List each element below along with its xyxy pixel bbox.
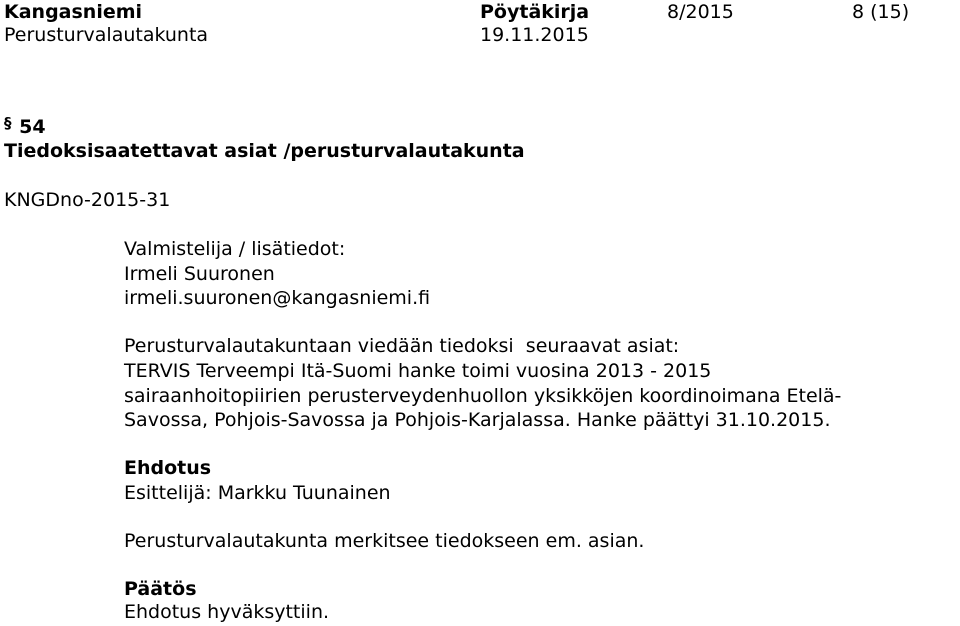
preparer-email: irmeli.suuronen@kangasniemi.fi (124, 287, 431, 309)
section-number-line (4, 115, 46, 141)
body-line: sairaanhoitopiirien perusterveydenhuollon yksikköjen koordinoimana Etelä- (124, 385, 842, 407)
meeting-date: 19.11.2015 (480, 24, 589, 46)
organization-name: Kangasniemi (4, 1, 143, 23)
issue-number: 8/2015 (667, 1, 734, 23)
presenter: Esittelijä: Markku Tuunainen (124, 482, 391, 504)
section-title: Tiedoksisaatettavat asiat /perusturvalautakunta (4, 140, 525, 162)
section-symbol: § (4, 114, 12, 132)
decision-text: Ehdotus hyväksyttiin. (124, 601, 330, 623)
section-number: 54 (19, 116, 46, 138)
document-type: Pöytäkirja (480, 1, 590, 23)
body-line: Perusturvalautakuntaan viedään tiedoksi seuraavat asiat: (124, 335, 680, 357)
preparer-name: Irmeli Suuronen (124, 263, 275, 285)
proposal-heading: Ehdotus (124, 457, 212, 479)
reference-number: KNGDno-2015-31 (4, 189, 171, 211)
decision-heading: Päätös (124, 578, 197, 600)
body-line: TERVIS Terveempi Itä-Suomi hanke toimi vuosina 2013 - 2015 (124, 360, 712, 382)
preparer-label: Valmistelija / lisätiedot: (124, 238, 346, 260)
page-number: 8 (15) (852, 1, 910, 23)
body-line: Savossa, Pohjois-Savossa ja Pohjois-Karjalassa. Hanke päättyi 31.10.2015. (124, 409, 831, 431)
proposal-text: Perusturvalautakunta merkitsee tiedokseen em. asian. (124, 530, 645, 552)
board-name: Perusturvalautakunta (4, 24, 209, 46)
